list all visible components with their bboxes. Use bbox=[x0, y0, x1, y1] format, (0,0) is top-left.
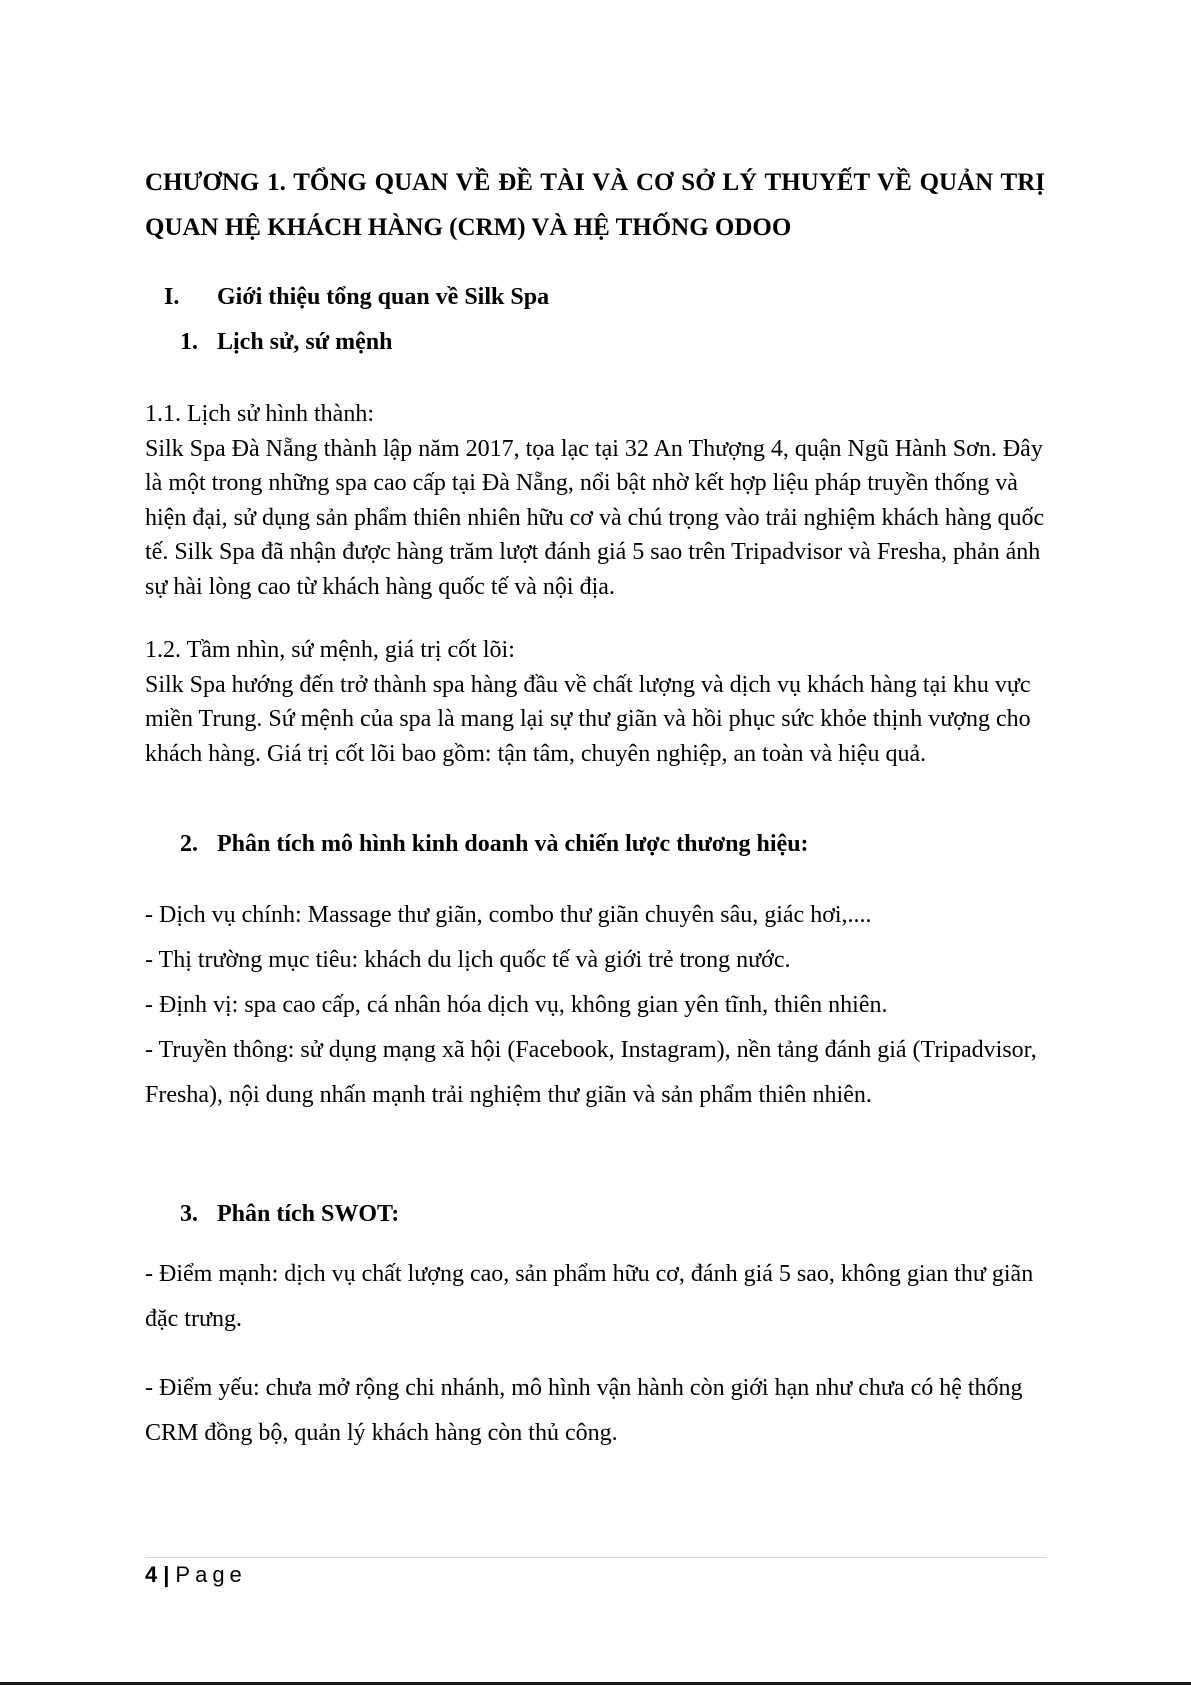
list-item: - Điểm yếu: chưa mở rộng chi nhánh, mô hình vận hành còn giới hạn như chưa có hệ thống CRM đồng bộ, quản lý khách hàng còn thủ công. bbox=[145, 1375, 1023, 1446]
list-item: - Dịch vụ chính: Massage thư giãn, combo thư giãn chuyên sâu, giác hơi,.... bbox=[145, 902, 872, 928]
section-number: 1. bbox=[180, 329, 198, 355]
section-title: Phân tích mô hình kinh doanh và chiến lược thương hiệu: bbox=[217, 831, 809, 857]
swot-weakness bbox=[145, 1366, 1045, 1456]
page-label: Page bbox=[175, 1562, 247, 1587]
list-item: - Điểm mạnh: dịch vụ chất lượng cao, sản phẩm hữu cơ, đánh giá 5 sao, không gian thư giãn đặc trưng. bbox=[145, 1261, 1034, 1332]
section-title: Giới thiệu tổng quan về Silk Spa bbox=[217, 284, 550, 310]
section-title: Phân tích SWOT: bbox=[217, 1201, 400, 1227]
section-heading-I bbox=[164, 281, 549, 313]
list-item: - Định vị: spa cao cấp, cá nhân hóa dịch vụ, không gian yên tĩnh, thiên nhiên. bbox=[145, 992, 888, 1018]
footer-separator: | bbox=[163, 1562, 170, 1587]
section-heading-3 bbox=[180, 1198, 399, 1230]
section-number: 3. bbox=[180, 1201, 198, 1227]
chapter-title: CHƯƠNG 1. TỔNG QUAN VỀ ĐỀ TÀI VÀ CƠ SỞ LÝ THUYẾT VỀ QUẢN TRỊ QUAN HỆ KHÁCH HÀNG (CRM) VÀ HỆ THỐNG ODOO bbox=[145, 169, 1045, 241]
page-number: 4 bbox=[145, 1562, 158, 1587]
list-item: - Truyền thông: sử dụng mạng xã hội (Facebook, Instagram), nền tảng đánh giá (Tripadvisor, Fresha), nội dung nhấn mạnh trải nghiệm thư giãn và sản phẩm thiên nhiên. bbox=[145, 1037, 1037, 1108]
vision-block bbox=[145, 633, 1045, 771]
history-block bbox=[145, 397, 1045, 604]
vision-heading: 1.2. Tầm nhìn, sứ mệnh, giá trị cốt lõi: bbox=[145, 637, 515, 663]
section-number: I. bbox=[164, 284, 180, 310]
footer-divider bbox=[145, 1557, 1047, 1558]
section-title: Lịch sử, sứ mệnh bbox=[217, 329, 393, 355]
history-heading: 1.1. Lịch sử hình thành: bbox=[145, 401, 374, 427]
history-paragraph: Silk Spa Đà Nẵng thành lập năm 2017, tọa lạc tại 32 An Thượng 4, quận Ngũ Hành Sơn. Đây là một trong những spa cao cấp tại Đà Nẵng, nổi bật nhờ kết hợp liệu pháp truyền thống và hiện đại, sử dụng sản phẩm thiên nhiên hữu cơ và chú trọng vào trải nghiệm khách hàng quốc tế. Silk Spa đã nhận được hàng trăm lượt đánh giá 5 sao trên Tripadvisor và Fresha, phản ánh sự hài lòng cao từ khách hàng quốc tế và nội địa. bbox=[145, 435, 1045, 600]
vision-paragraph: Silk Spa hướng đến trở thành spa hàng đầu về chất lượng và dịch vụ khách hàng tại khu vực miền Trung. Sứ mệnh của spa là mang lại sự thư giãn và hồi phục sức khỏe thịnh vượng cho khách hàng. Giá trị cốt lõi bao gồm: tận tâm, chuyên nghiệp, an toàn và hiệu quả. bbox=[145, 671, 1031, 767]
list-item: - Thị trường mục tiêu: khách du lịch quốc tế và giới trẻ trong nước. bbox=[145, 947, 791, 973]
section-number: 2. bbox=[180, 831, 198, 857]
section-heading-2 bbox=[180, 828, 809, 860]
swot-strength bbox=[145, 1252, 1045, 1342]
section-heading-1 bbox=[180, 326, 393, 358]
page-footer bbox=[145, 1560, 247, 1590]
business-bullet-list bbox=[145, 893, 1045, 1118]
